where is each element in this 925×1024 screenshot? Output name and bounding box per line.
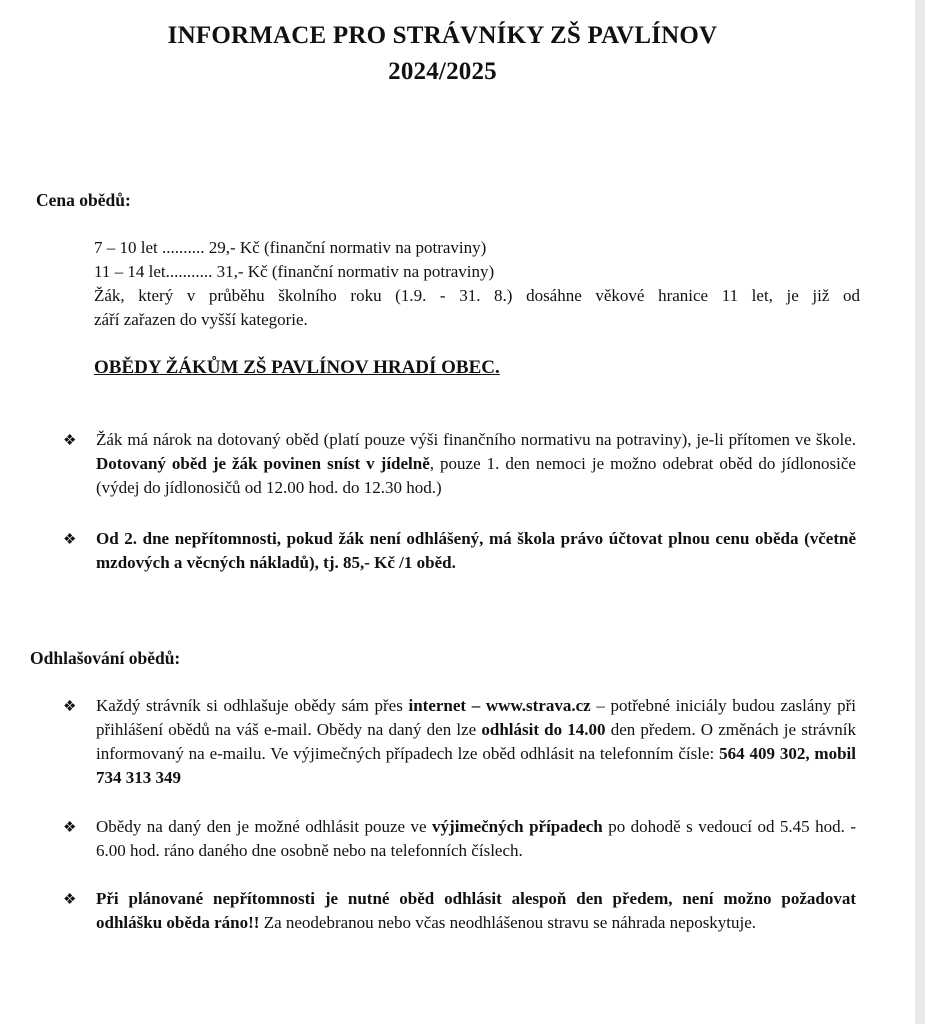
school-year: 2024/2025 (388, 58, 497, 85)
bullet-online-cancellation: Každý strávník si odhlašuje obědy sám přes internet – www.strava.cz – potřebné iniciály budou zaslány při přihlášení obědů na váš e-mail. Obědy na daný den lze odhlásit do 14.00 den předem. O změnách je strávník informovaný na e-mailu. Ve výjimečných případech lze oběd odhlásit na telefonním čísle: 564 409 302, mobil 734 313 349 (96, 696, 856, 787)
price-note-line1: Žák, který v průběhu školního roku (1.9. - 31. 8.) dosáhne věkové hranice 11 let, je již od (94, 286, 860, 305)
bullet-exceptional-cancellation: Obědy na daný den je možné odhlásit pouze ve výjimečných případech po dohodě s vedoucí od 5.45 hod. - 6.00 hod. ráno daného dne osobně nebo na telefonních číslech. (96, 817, 856, 860)
page-title: INFORMACE PRO STRÁVNÍKY ZŠ PAVLÍNOV (167, 22, 718, 49)
price-note-line2: září zařazen do vyšší kategorie. (94, 310, 308, 329)
bullet-absence-charge: Od 2. dne nepřítomnosti, pokud žák není odhlášený, má škola právo účtovat plnou cenu oběda (včetně mzdových a věcných nákladů), tj. 85,- Kč /1 oběd. (96, 529, 856, 572)
diamond-bullet-icon: ❖ (63, 433, 77, 449)
paid-by-municipality-heading: OBĚDY ŽÁKŮM ZŠ PAVLÍNOV HRADÍ OBEC. (94, 357, 500, 378)
price-row-7-10: 7 – 10 let .......... 29,- Kč (finanční normativ na potraviny) (94, 238, 487, 257)
page-edge (915, 0, 925, 1024)
diamond-bullet-icon: ❖ (63, 532, 77, 548)
diamond-bullet-icon: ❖ (63, 892, 77, 908)
bullet-subsidized-lunch: Žák má nárok na dotovaný oběd (platí pouze výši finančního normativu na potraviny), je-li přítomen ve škole. Dotovaný oběd je žák povinen sníst v jídelně, pouze 1. den nemoci je možno odebrat oběd do jídlonosiče (výdej do jídlonosičů od 12.00 hod. do 12.30 hod.) (96, 430, 856, 497)
diamond-bullet-icon: ❖ (63, 699, 77, 715)
bullet-planned-absence: Při plánované nepřítomnosti je nutné oběd odhlásit alespoň den předem, není možno požadovat odhlášku oběda ráno!! Za neodebranou nebo včas neodhlášenou stravu se náhrada neposkytuje. (96, 889, 856, 932)
price-heading: Cena obědů: (36, 190, 131, 210)
diamond-bullet-icon: ❖ (63, 820, 77, 836)
cancellation-heading: Odhlašování obědů: (30, 648, 181, 668)
price-block (94, 236, 860, 332)
price-row-11-14: 11 – 14 let........... 31,- Kč (finanční normativ na potraviny) (94, 262, 495, 281)
